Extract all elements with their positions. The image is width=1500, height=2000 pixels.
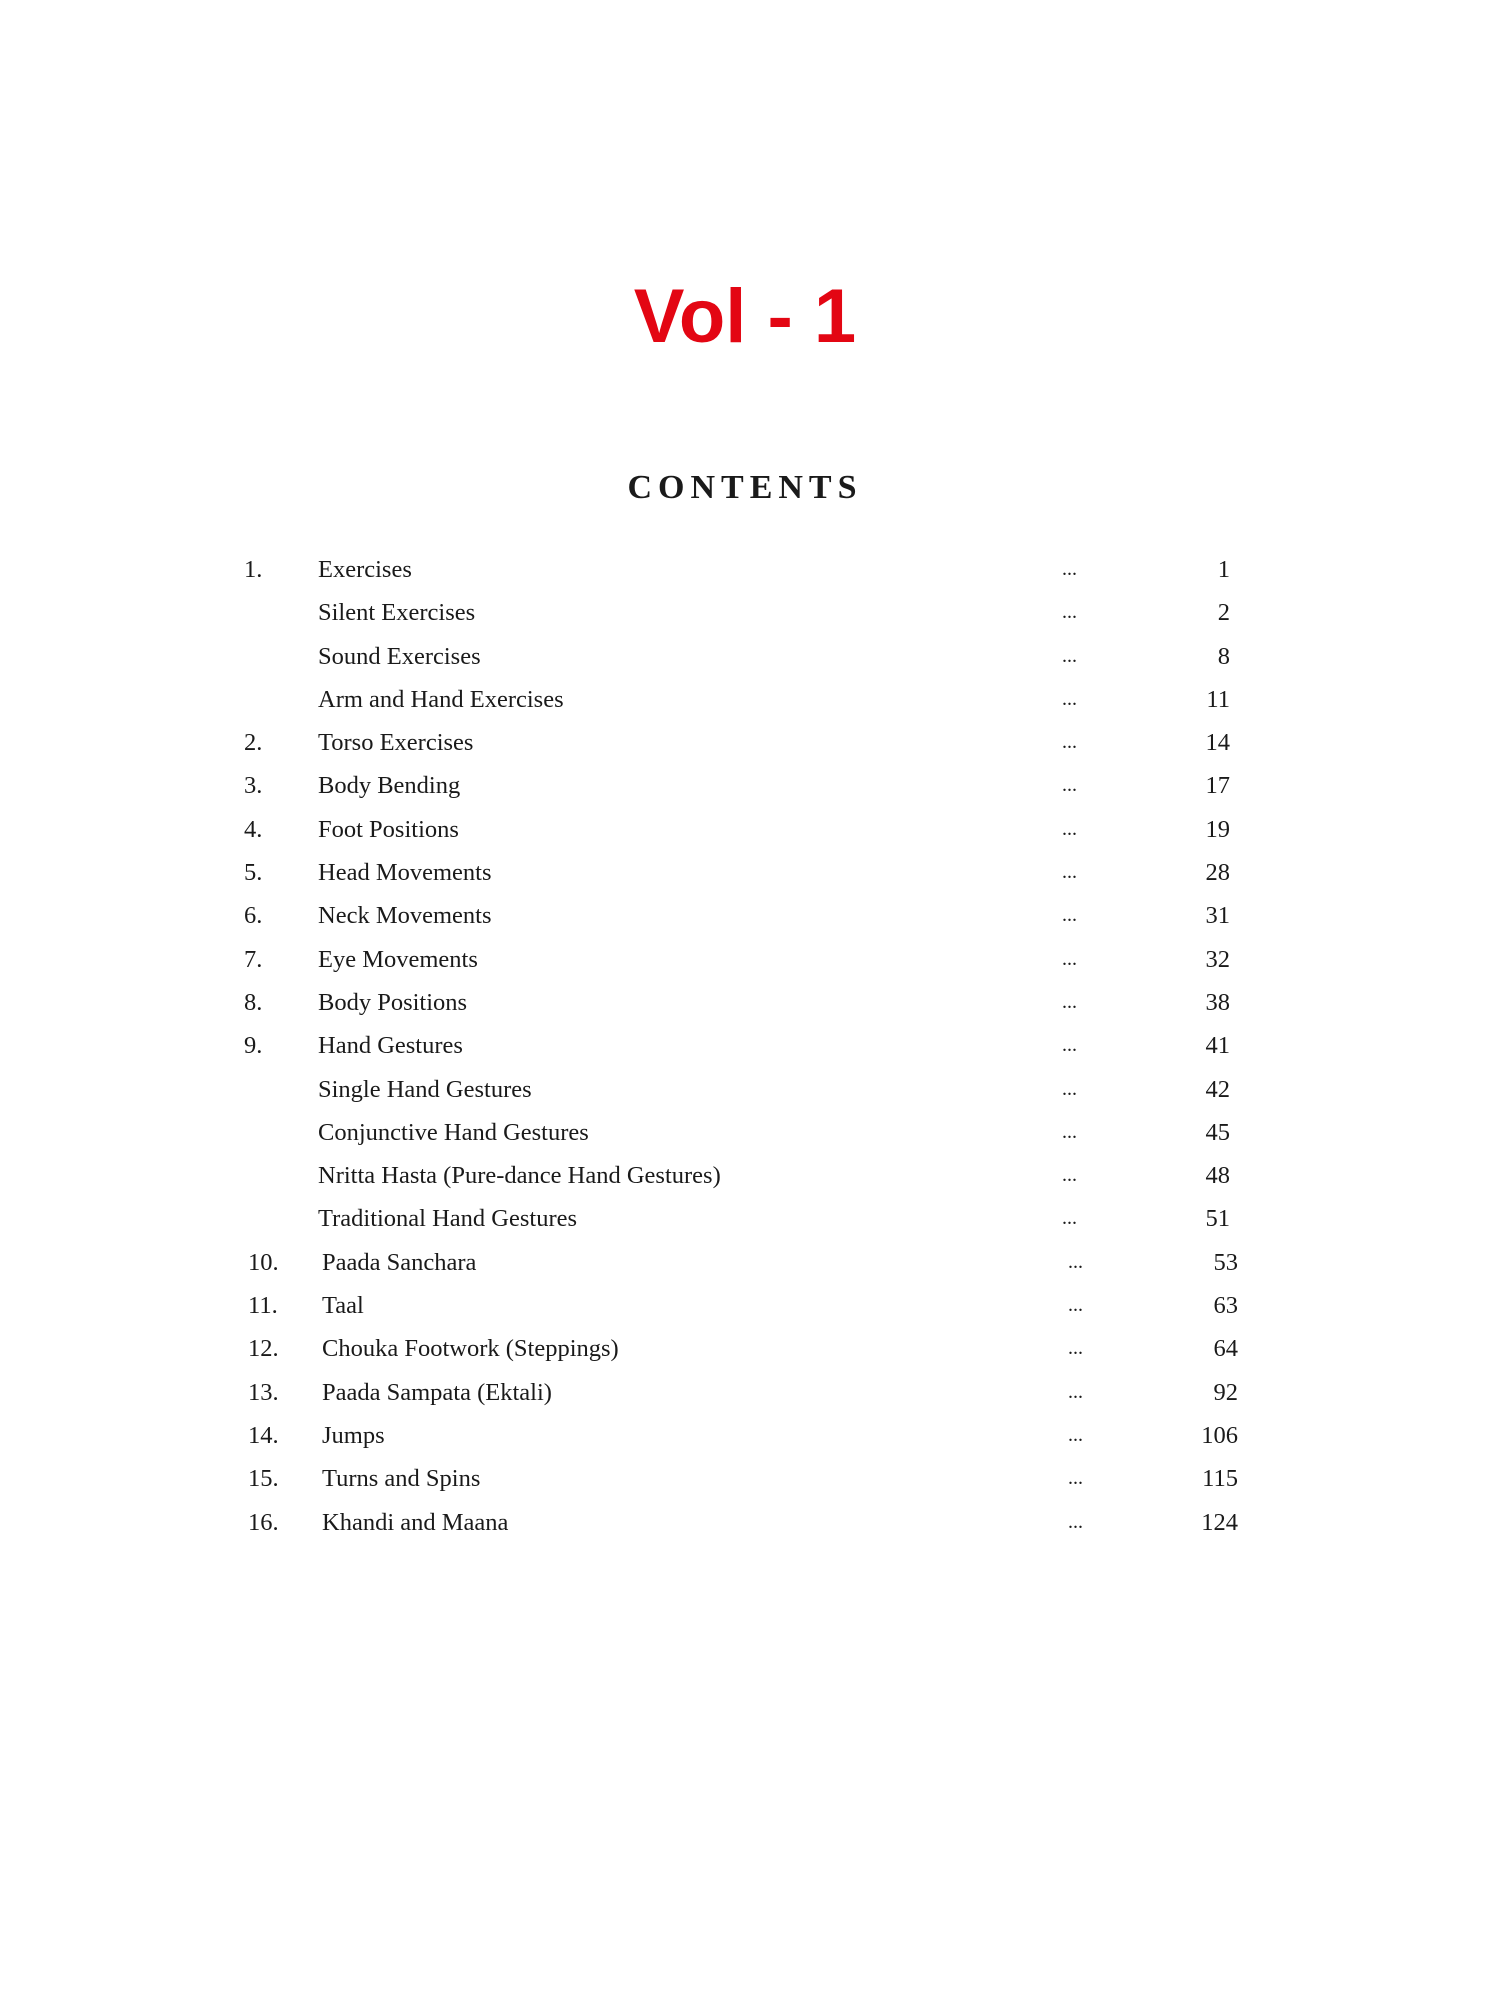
toc-row xyxy=(0,938,1500,981)
toc-row xyxy=(0,851,1500,894)
toc-dots: ... xyxy=(1062,817,1077,840)
toc-number: 16. xyxy=(248,1508,279,1536)
toc-title: Paada Sampata (Ektali) xyxy=(322,1378,552,1406)
toc-page: 63 xyxy=(1213,1292,1238,1320)
toc-row xyxy=(0,635,1500,678)
toc-row xyxy=(0,894,1500,937)
toc-row xyxy=(0,1068,1500,1111)
toc-title: Traditional Hand Gestures xyxy=(318,1205,578,1233)
toc-dots: ... xyxy=(1068,1337,1083,1360)
toc-row xyxy=(0,1414,1500,1457)
toc-row xyxy=(0,1154,1500,1197)
toc-page: 92 xyxy=(1213,1378,1238,1406)
toc-row xyxy=(0,1241,1500,1284)
toc-dots: ... xyxy=(1062,1164,1077,1187)
toc-dots: ... xyxy=(1068,1423,1083,1446)
toc-title: Paada Sanchara xyxy=(322,1248,477,1276)
toc-dots: ... xyxy=(1062,904,1077,927)
toc-title: Body Bending xyxy=(318,772,461,800)
toc-title: Khandi and Maana xyxy=(322,1508,509,1536)
toc-number: 10. xyxy=(248,1248,279,1276)
toc-row xyxy=(0,1501,1500,1544)
toc-dots: ... xyxy=(1062,774,1077,797)
toc-title: Eye Movements xyxy=(318,945,478,973)
toc-number: 9. xyxy=(244,1032,263,1060)
toc-row xyxy=(0,1024,1500,1067)
toc-number: 1. xyxy=(244,556,263,583)
toc-row xyxy=(0,678,1500,721)
toc-dots: ... xyxy=(1062,1120,1077,1143)
toc-page: 42 xyxy=(1205,1075,1230,1103)
toc-title: Single Hand Gestures xyxy=(318,1075,532,1103)
toc-dots: ... xyxy=(1062,1077,1077,1100)
toc-title: Head Movements xyxy=(318,859,492,887)
toc-dots: ... xyxy=(1068,1467,1083,1490)
toc-number: 15. xyxy=(248,1465,279,1493)
toc-row xyxy=(0,1327,1500,1370)
toc-page: 19 xyxy=(1205,815,1230,843)
toc-page: 48 xyxy=(1205,1162,1230,1190)
toc-page: 11 xyxy=(1206,685,1230,713)
toc-title: Nritta Hasta (Pure-dance Hand Gestures) xyxy=(318,1162,721,1190)
toc-title: Conjunctive Hand Gestures xyxy=(318,1118,589,1146)
toc-row xyxy=(0,1284,1500,1327)
toc-page: 8 xyxy=(1217,642,1230,670)
toc-dots: ... xyxy=(1068,1510,1083,1533)
toc-row xyxy=(0,548,1500,591)
toc-row xyxy=(0,721,1500,764)
toc-dots: ... xyxy=(1062,1207,1077,1230)
toc-number: 7. xyxy=(244,945,263,973)
toc-row xyxy=(0,981,1500,1024)
toc-title: Foot Positions xyxy=(318,815,459,843)
toc-page: 32 xyxy=(1205,945,1230,973)
toc-title: Exercises xyxy=(318,556,412,583)
toc-number: 14. xyxy=(248,1421,279,1449)
toc-dots: ... xyxy=(1062,687,1077,710)
toc-dots: ... xyxy=(1062,990,1077,1013)
toc-dots: ... xyxy=(1062,601,1077,624)
toc-title: Arm and Hand Exercises xyxy=(318,685,564,713)
toc-number: 11. xyxy=(248,1292,278,1320)
toc-page: 41 xyxy=(1205,1032,1230,1060)
toc-title: Jumps xyxy=(322,1421,385,1449)
toc-row xyxy=(0,764,1500,807)
toc-number: 3. xyxy=(244,772,263,800)
toc-row xyxy=(0,1371,1500,1414)
toc-number: 2. xyxy=(244,729,263,757)
volume-title: Vol - 1 xyxy=(633,274,857,359)
toc-title: Torso Exercises xyxy=(318,729,474,757)
toc-title: Silent Exercises xyxy=(318,599,476,627)
toc-page: 106 xyxy=(1201,1421,1238,1449)
toc-dots: ... xyxy=(1062,947,1077,970)
toc-dots: ... xyxy=(1062,558,1077,580)
toc-page: 14 xyxy=(1205,729,1230,757)
toc-number: 5. xyxy=(244,859,263,887)
toc-title: Neck Movements xyxy=(318,902,492,930)
toc-page: 38 xyxy=(1205,988,1230,1016)
toc-number: 8. xyxy=(244,988,263,1016)
toc-dots: ... xyxy=(1062,644,1077,667)
toc-page: 17 xyxy=(1205,772,1230,800)
toc-dots: ... xyxy=(1068,1294,1083,1317)
toc-title: Chouka Footwork (Steppings) xyxy=(322,1335,619,1363)
toc-number: 6. xyxy=(244,902,263,930)
toc-dots: ... xyxy=(1062,1034,1077,1057)
toc-title: Hand Gestures xyxy=(318,1032,463,1060)
toc-title: Body Positions xyxy=(318,988,468,1016)
toc-dots: ... xyxy=(1068,1250,1083,1273)
toc-title: Sound Exercises xyxy=(318,642,481,670)
toc-page: 64 xyxy=(1213,1335,1238,1363)
toc-number: 4. xyxy=(244,815,263,843)
toc-page: 115 xyxy=(1202,1465,1238,1493)
toc-row xyxy=(0,808,1500,851)
toc-dots: ... xyxy=(1062,861,1077,884)
toc-title: Turns and Spins xyxy=(322,1465,481,1493)
toc-dots: ... xyxy=(1068,1380,1083,1403)
toc-page: 53 xyxy=(1213,1248,1238,1276)
toc-page: 31 xyxy=(1205,902,1230,930)
toc-page: 1 xyxy=(1217,556,1230,583)
toc-number: 13. xyxy=(248,1378,279,1406)
toc-row xyxy=(0,1457,1500,1500)
toc-page: 51 xyxy=(1205,1205,1230,1233)
toc-page: 45 xyxy=(1205,1118,1230,1146)
toc-page: 28 xyxy=(1205,859,1230,887)
toc-number: 12. xyxy=(248,1335,279,1363)
table-of-contents xyxy=(0,548,1500,1544)
toc-dots: ... xyxy=(1062,731,1077,754)
toc-page: 2 xyxy=(1217,599,1230,627)
toc-row xyxy=(0,1197,1500,1240)
toc-page: 124 xyxy=(1201,1508,1238,1536)
contents-heading: CONTENTS xyxy=(627,469,863,506)
toc-row xyxy=(0,591,1500,634)
toc-title: Taal xyxy=(322,1292,364,1320)
toc-row xyxy=(0,1111,1500,1154)
